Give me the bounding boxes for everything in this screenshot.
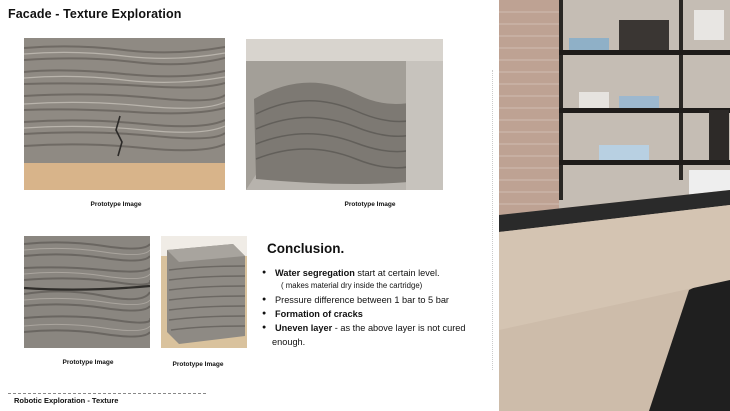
conclusion-item — [262, 266, 494, 291]
prototype-photo-2 — [246, 39, 443, 190]
prototype-photo-1 — [24, 38, 225, 190]
conclusion-item-bold: Water segregation — [275, 268, 355, 278]
conclusion-item-text: Pressure difference between 1 bar to 5 bar — [275, 295, 449, 305]
photo-caption-4: Prototype Image — [172, 361, 224, 368]
page-title: Facade - Texture Exploration — [8, 7, 182, 21]
conclusion-item-bold: Uneven layer — [275, 323, 333, 333]
footer-label: Robotic Exploration - Texture — [14, 396, 119, 405]
footer-rule — [8, 393, 206, 394]
conclusion-item — [262, 307, 494, 321]
conclusion-item — [262, 293, 494, 307]
conclusion-item-text: - as the above layer is not cured — [332, 323, 466, 333]
workshop-photo — [499, 0, 730, 411]
column-divider — [492, 70, 493, 370]
conclusion-item-continuation: enough. — [272, 337, 306, 347]
conclusion-item-note: ( makes material dry inside the cartridge) — [281, 281, 423, 290]
conclusion-list — [262, 266, 494, 349]
conclusion-item-text: start at certain level. — [354, 268, 440, 278]
prototype-photo-3 — [24, 236, 150, 348]
conclusion-heading: Conclusion. — [267, 241, 345, 256]
conclusion-item — [262, 321, 494, 349]
photo-caption-1: Prototype Image — [90, 201, 142, 208]
prototype-photo-4 — [161, 236, 247, 348]
photo-caption-2: Prototype Image — [344, 201, 396, 208]
photo-caption-3: Prototype Image — [62, 359, 114, 366]
conclusion-item-bold: Formation of cracks — [275, 309, 363, 319]
